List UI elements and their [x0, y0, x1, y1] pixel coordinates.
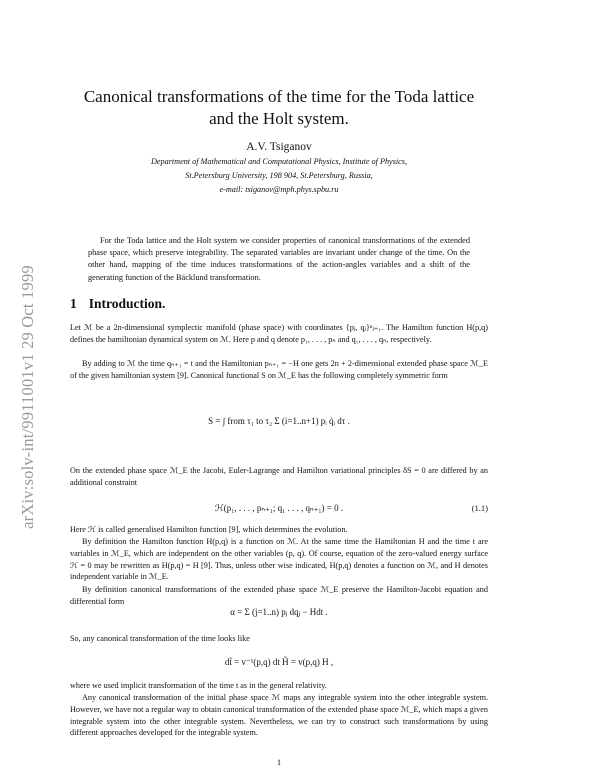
- section-number: 1: [70, 296, 77, 311]
- paragraph-7: So, any canonical transformation of the time looks like: [70, 634, 250, 643]
- affiliation-line-1: Department of Mathematical and Computational Physics, Institute of Physics,: [150, 157, 408, 166]
- affiliation-line-2: St.Petersburg University, 198 904, St.Petersburg, Russia,: [185, 171, 373, 180]
- equation-constraint: ℋ(p₁, . . . , pₙ₊₁; q₁ . . . , qₙ₊₁) = 0 .: [214, 503, 344, 513]
- equation-time: dt̃ = v⁻¹(p,q) dt H̃ = v(p,q) H ,: [224, 657, 334, 667]
- title-line-2: and the Holt system.: [209, 109, 349, 128]
- section-heading: [70, 296, 165, 312]
- paragraph-6: By definition canonical transformations of the extended phase space ℳ_E preserve the Hamilton-Jacobi equation and differential form: [70, 585, 488, 606]
- paragraph-8: where we used implicit transformation of the time t as in the general relativity.: [70, 681, 327, 690]
- affiliation: [70, 155, 488, 197]
- equation-S: S = ∫ from τ₁ to τ₂ Σ (i=1..n+1) pᵢ q̇ᵢ dτ .: [208, 416, 350, 426]
- abstract: For the Toda lattice and the Holt system we consider properties of canonical transformations of the extended phase space, which preserve integrability. The separated variables are invariant under change of the time. On the other hand, mapping of the time induces transformations of the action-angles variables and a shift of the generating function of the Bäcklund transformation.: [88, 236, 470, 282]
- paragraph-3: On the extended phase space ℳ_E the Jacobi, Euler-Lagrange and Hamilton variational principles δS = 0 are differed by an additional constraint: [70, 466, 488, 487]
- title-line-1: Canonical transformations of the time for the Toda lattice: [83, 87, 475, 106]
- section-title: Introduction.: [88, 296, 166, 311]
- paragraph-5: By definition the Hamilton function H(p,q) is a function on ℳ. At the same time the Hamiltonian H and the time t are variables in ℳ_E, which are independent on the other variables (p, q). Of course, equation of the zero-valued energy surface ℋ = 0 may be rewritten as H(p,q) = H [9]. Thus, unless other wise indicated, H(p,q) denotes a function on ℳ, and H denotes independent variable in ℳ_E.: [70, 537, 488, 582]
- arxiv-stamp: [8, 207, 48, 587]
- author-name: A.V. Tsiganov: [246, 141, 312, 153]
- paper-title: [70, 86, 488, 130]
- paragraph-9: Any canonical transformation of the initial phase space ℳ maps any integrable system into the other integrable system. However, we have not a regular way to obtain canonical transformation of the extended phase space ℳ_E, which maps a given integrable system into the other integrable system. Nevertheless, we can try to construct such transformations by using different approaches developed for the integrable system.: [70, 693, 488, 738]
- paragraph-2: By adding to ℳ the time qₙ₊₁ = t and the Hamiltonian pₙ₊₁ = −H one gets 2n + 2-dimensional extended phase space ℳ_E of the given hamiltonian system [9]. Canonical functional S on ℳ_E has the following completely symmetric form: [70, 359, 488, 380]
- equation-number: (1.1): [471, 503, 488, 513]
- page-number: 1: [276, 757, 282, 767]
- paragraph-1: Let ℳ be a 2n-dimensional symplectic manifold (phase space) with coordinates {pⱼ, qⱼ}ⁿⱼ₌₁. The Hamilton function H(p,q) defines the hamiltonian dynamical system on ℳ. Here p and q denote p₁, . . . , pₙ and q₁, . . . , qₙ, respectively.: [70, 323, 488, 344]
- equation-alpha: α = Σ (j=1..n) pⱼ dqⱼ − Hdt .: [230, 607, 328, 617]
- author-email: e-mail: tsiganov@mph.phys.spbu.ru: [219, 185, 339, 194]
- paragraph-4: Here ℋ is called generalised Hamilton function [9], which determines the evolution.: [70, 525, 348, 534]
- arxiv-id: arXiv:solv-int/9911001v1 29 Oct 1999: [18, 265, 37, 529]
